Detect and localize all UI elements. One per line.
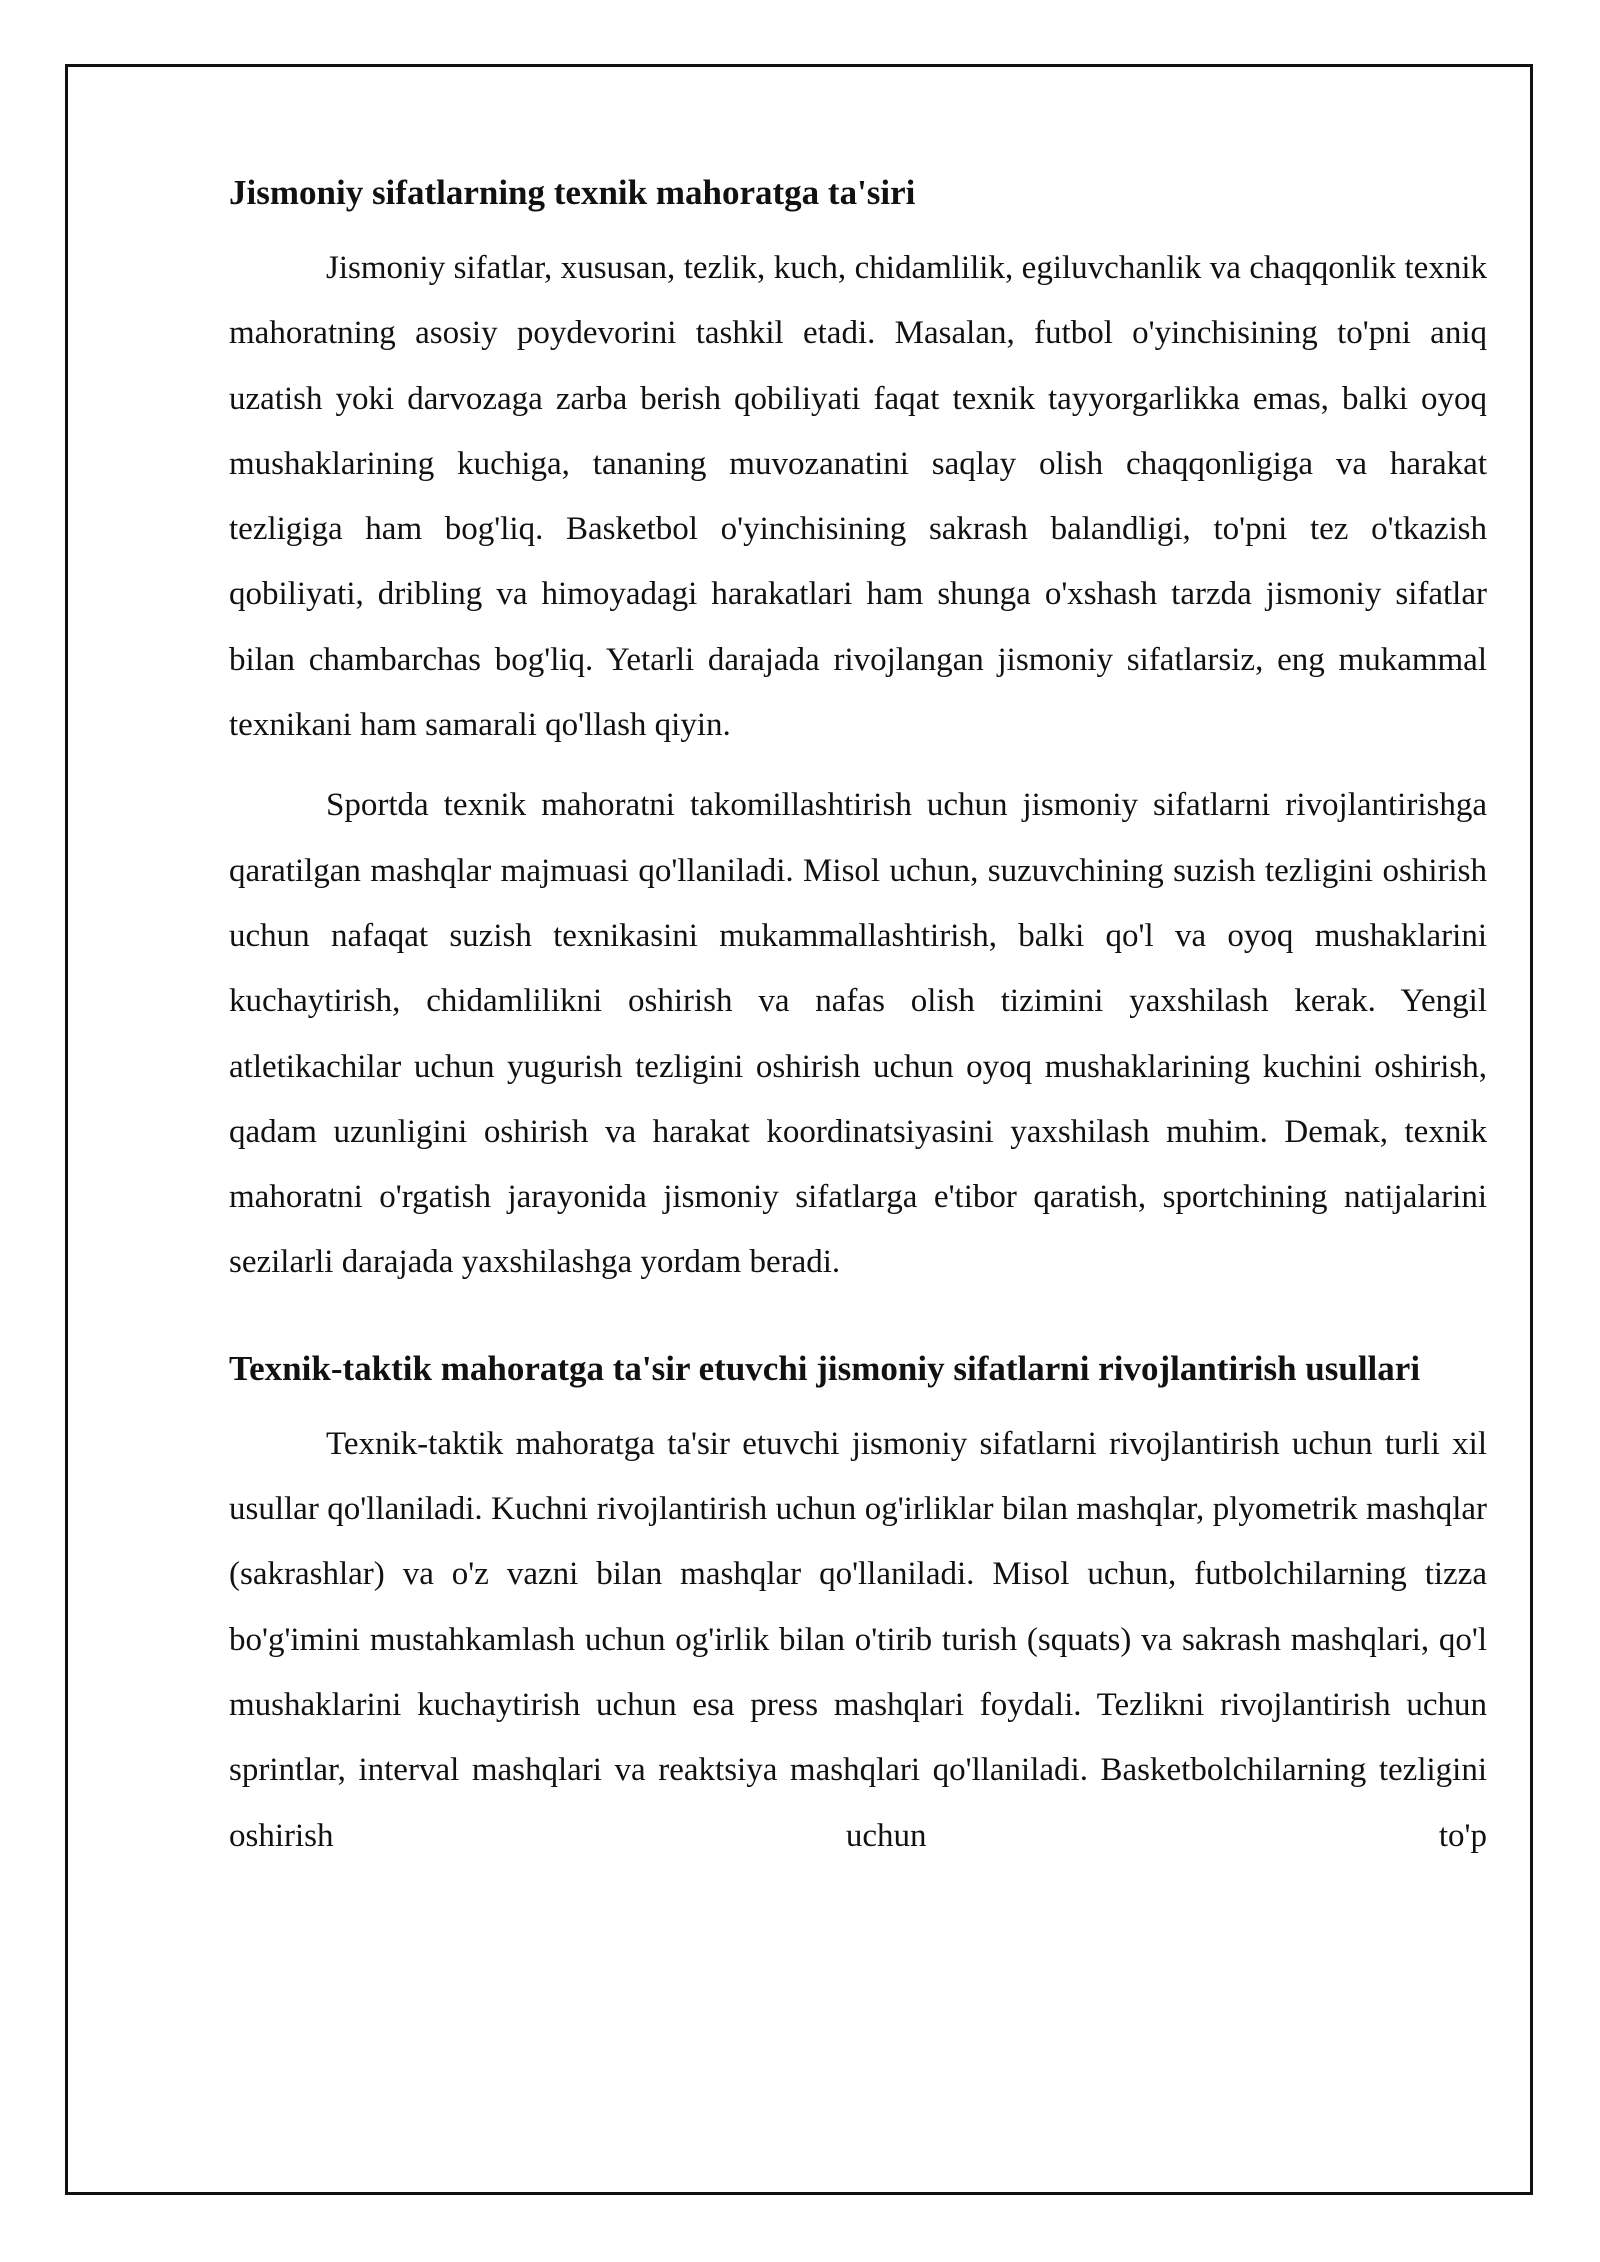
paragraph-3: Texnik-taktik mahoratga ta'sir etuvchi jismoniy sifatlarni rivojlantirish uchun turli xil usullar qo'llaniladi. Kuchni rivojlantirish uchun og'irliklar bilan mashqlar, plyometrik mashqlar (sakrashlar) va o'z vazni bilan mashqlar qo'llaniladi. Misol uchun, futbolchilarning tizza bo'g'imini mustahkamlash uchun og'irlik bilan o'tirib turish (squats) va sakrash mashqlari, qo'l mushaklarini kuchaytirish uchun esa press mashqlari foydali. Tezlikni rivojlantirish uchun sprintlar, interval mashqlari va reaktsiya mashqlari qo'llaniladi. Basketbolchilarning tezligini oshirish uchun to'p bbox=[229, 1425, 1487, 1854]
section-heading-2: Texnik-taktik mahoratga ta'sir etuvchi jismoniy sifatlarni rivojlantirish usullari bbox=[229, 1348, 1421, 1388]
paragraph-2: Sportda texnik mahoratni takomillashtirish uchun jismoniy sifatlarni rivojlantirishga qaratilgan mashqlar majmuasi qo'llaniladi. Misol uchun, suzuvchining suzish tezligini oshirish uchun nafaqat suzish texnikasini mukammallashtirish, balki qo'l va oyoq mushaklarini kuchaytirish, chidamlilikni oshirish va nafas olish tizimini yaxshilash kerak. Yengil atletikachilar uchun yugurish tezligini oshirish uchun oyoq mushaklarining kuchini oshirish, qadam uzunligini oshirish va harakat koordinatsiyasini yaxshilash muhim. Demak, texnik mahoratni o'rgatish jarayonida jismoniy sifatlarga e'tibor qaratish, sportchining natijalarini sezilarli darajada yaxshilashga yordam beradi. bbox=[229, 787, 1487, 1281]
document-body bbox=[229, 168, 1487, 1869]
section-heading-1: Jismoniy sifatlarning texnik mahoratga ta'siri bbox=[229, 173, 916, 212]
paragraph-1: Jismoniy sifatlar, xususan, tezlik, kuch, chidamlilik, egiluvchanlik va chaqqonlik texnik mahoratning asosiy poydevorini tashkil etadi. Masalan, futbol o'yinchisining to'pni aniq uzatish yoki darvozaga zarba berish qobiliyati faqat texnik tayyorgarlikka emas, balki oyoq mushaklarining kuchiga, tananing muvozanatini saqlay olish chaqqonligiga va harakat tezligiga ham bog'liq. Basketbol o'yinchisining sakrash balandligi, to'pni tez o'tkazish qobiliyati, dribling va himoyadagi harakatlari ham shunga o'xshash tarzda jismoniy sifatlar bilan chambarchas bog'liq. Yetarli darajada rivojlangan jismoniy sifatlarsiz, eng mukammal texnikani ham samarali qo'llash qiyin. bbox=[229, 250, 1487, 744]
